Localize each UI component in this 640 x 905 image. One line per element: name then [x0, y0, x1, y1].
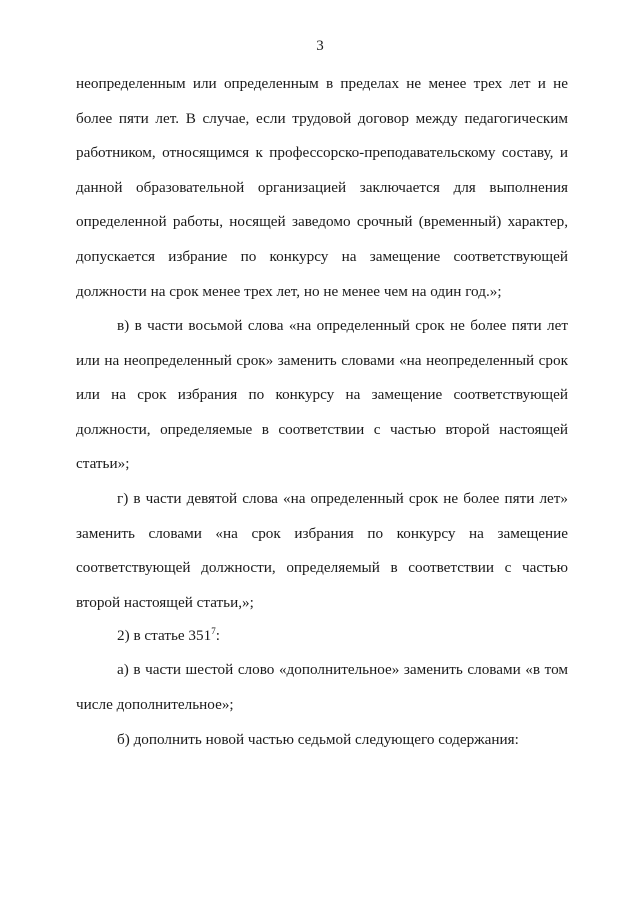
paragraph-item-a: а) в части шестой слово «дополнительное» заменить словами «в том числе дополнительное»;: [76, 661, 568, 713]
paragraph-item-b: б) дополнить новой частью седьмой следующего содержания:: [117, 731, 519, 748]
paragraph-item-2-text: 2) в статье 351: [117, 627, 212, 644]
paragraph-continuation: неопределенным или определенным в пределах не менее трех лет и не более пяти лет. В случае, если трудовой договор между педагогическим работником, относящимся к профессорско-преподавательскому составу, и данной образовательной организацией заключается для выполнения определенной работы, носящей заведомо срочный (временный) характер, допускается избрание по конкурсу на замещение соответствующей должности на срок менее трех лет, но не менее чем на один год.»;: [76, 75, 568, 300]
paragraph-item-v: в) в части восьмой слова «на определенный срок не более пяти лет или на неопределенный срок» заменить словами «на неопределенный срок или на срок избрания по конкурсу на замещение соответствующей должности, определяемые в соответствии с частью второй настоящей статьи»;: [76, 317, 568, 473]
paragraph-item-g: г) в части девятой слова «на определенный срок не более пяти лет» заменить словами «на срок избрания по конкурсу на замещение соответствующей должности, определяемый в соответствии с частью второй настоящей статьи,»;: [76, 490, 568, 611]
paragraph-item-2-colon: :: [215, 627, 220, 644]
article-superscript: 7: [211, 626, 216, 636]
paragraph-item-2: [76, 619, 568, 654]
page-number: 3: [316, 38, 324, 54]
